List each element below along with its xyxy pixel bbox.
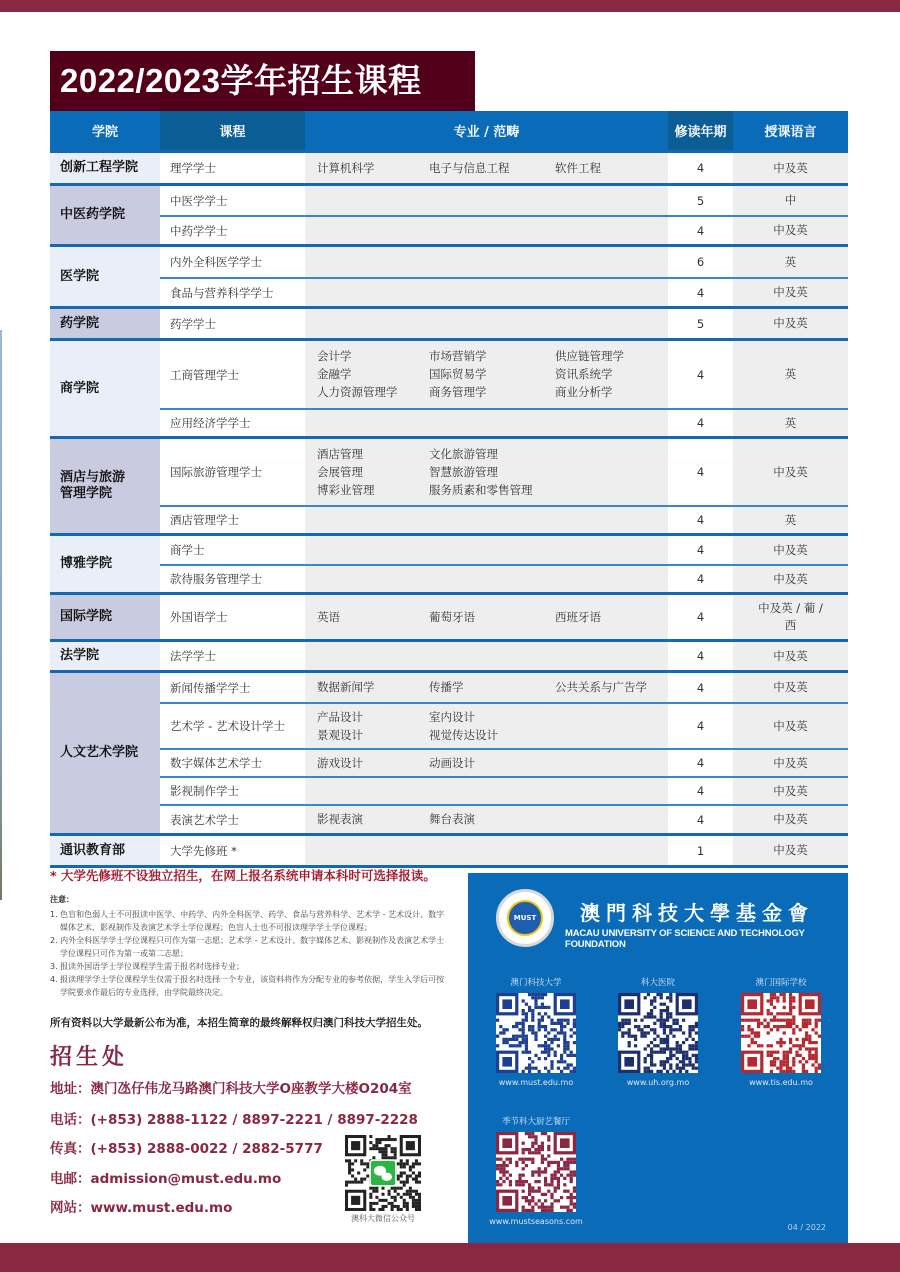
top-decorative-bar: [0, 0, 900, 12]
years-value: 4: [668, 507, 733, 533]
majors-cell: [305, 750, 668, 776]
years-value: 5: [668, 186, 733, 215]
language-value: 中及英: [733, 439, 848, 505]
course-name: 大学先修班 *: [160, 836, 305, 865]
table-row: [160, 702, 848, 748]
language-value: 中: [733, 186, 848, 215]
majors-cell: [305, 836, 668, 865]
wechat-qr-code[interactable]: [345, 1135, 421, 1211]
admissions-office-title: 招生处: [50, 1045, 129, 1070]
table-row: [160, 595, 848, 639]
contact-fax: 传真：(+853) 2888-0022 / 2882-5777: [50, 1141, 323, 1157]
major-item: 舞台表演: [429, 812, 475, 826]
language-value: 中及英: [733, 750, 848, 776]
school-group: [50, 833, 848, 868]
major-item: 智慧旅游管理: [429, 464, 498, 479]
language-value: 中及英: [733, 536, 848, 564]
years-value: 4: [668, 439, 733, 505]
majors-cell: [305, 778, 668, 804]
major-item: 博彩业管理: [317, 482, 375, 497]
note-item: 3. 报读外国语学士学位课程学生需于报名时选择专业；: [50, 962, 245, 971]
language-value: 中及英: [733, 642, 848, 670]
table-row: [160, 309, 848, 338]
major-item: 视觉传达设计: [429, 727, 498, 742]
table-row: [160, 673, 848, 702]
wechat-qr-block[interactable]: [345, 1135, 421, 1224]
school-group: [50, 639, 848, 670]
majors-cell: [305, 410, 668, 436]
contact-phone[interactable]: 电话：(+853) 2888-1122 / 8897-2221 / 8897-2228: [50, 1112, 418, 1128]
course-name: 食品与营养科学学士: [160, 279, 305, 306]
majors-cell: [305, 507, 668, 533]
table-body: [50, 150, 848, 868]
qr-seasons-restaurant[interactable]: [486, 1115, 586, 1226]
contact-website[interactable]: 网站：www.must.edu.mo: [50, 1200, 233, 1216]
major-item: 影视表演: [317, 812, 363, 826]
majors-cell: [305, 595, 668, 639]
disclaimer: 所有资料以大学最新公布为准，本招生简章的最终解释权归澳门科技大学招生处。: [50, 1017, 428, 1029]
page-title: 2022/2023学年招生课程: [50, 51, 475, 111]
years-value: 4: [668, 153, 733, 183]
major-item: 西班牙语: [555, 609, 601, 624]
years-value: 4: [668, 595, 733, 639]
table-row: [160, 642, 848, 670]
years-value: 4: [668, 750, 733, 776]
course-name: 新闻传播学学士: [160, 673, 305, 702]
course-name: 艺术学 - 艺术设计学士: [160, 704, 305, 748]
table-row: [160, 748, 848, 776]
majors-cell: [305, 309, 668, 338]
publish-date: 04 / 2022: [787, 1223, 826, 1232]
qr-caption: 澳门科技大学: [510, 978, 562, 988]
major-item: 葡萄牙语: [429, 609, 475, 624]
major-item: 国际贸易学: [429, 367, 487, 381]
major-item: 产品设计: [317, 709, 363, 724]
school-group: [50, 670, 848, 833]
foundation-name-en: MACAU UNIVERSITY OF SCIENCE AND TECHNOLOGY FOUNDATION: [565, 928, 805, 950]
majors-cell: [305, 806, 668, 833]
school-group: [50, 244, 848, 306]
notes-title: 注意：: [50, 895, 74, 904]
major-item: [555, 446, 665, 463]
majors-cell: [305, 186, 668, 215]
major-item: 商务管理学: [429, 385, 487, 399]
note-item: 4. 报读理学学士学位课程学生仅需于报名时选择一个专业，该资料将作为分配专业的参考依据，学生入学后可按学院要求作最后的专业选择，由学院最终决定。: [50, 975, 445, 997]
note-item: 1. 色盲和色弱人士不可报读中医学、中药学、内外全科医学、药学、食品与营养科学、艺术学 - 艺术设计、数字媒体艺术、影视制作及表演艺术学士学位课程；色盲人士也不可报读理学学士学位课程；: [50, 910, 445, 932]
majors-cell: [305, 247, 668, 277]
course-name: 理学学士: [160, 153, 305, 183]
major-item: 传播学: [429, 680, 464, 694]
majors-cell: [305, 673, 668, 702]
qr-code[interactable]: [741, 993, 821, 1073]
major-item: 英语: [317, 609, 340, 624]
course-name: 影视制作学士: [160, 778, 305, 804]
years-value: 4: [668, 341, 733, 408]
foundation-panel: [468, 873, 848, 1243]
language-value: 中及英 / 葡 / 西: [733, 595, 848, 639]
years-value: 4: [668, 806, 733, 833]
table-row: [160, 836, 848, 865]
language-value: 中及英: [733, 153, 848, 183]
school-name: 国际学院: [50, 595, 160, 639]
note-item: 2. 内外全科医学学士学位课程只可作为第一志愿；艺术学 - 艺术设计、数字媒体艺术、影视制作及表演艺术学士学位课程只可作为第一或第二志愿；: [50, 936, 445, 958]
years-value: 4: [668, 410, 733, 436]
majors-cell: [305, 642, 668, 670]
header-language: 授课语言: [733, 111, 848, 150]
major-item: [555, 464, 665, 481]
table-row: [160, 153, 848, 183]
major-item: 市场营销学: [429, 349, 487, 363]
table-row: [160, 505, 848, 533]
years-value: 4: [668, 642, 733, 670]
years-value: 5: [668, 309, 733, 338]
table-row: [160, 776, 848, 804]
course-name: 酒店管理学士: [160, 507, 305, 533]
contact-address: 地址：澳门氹仔伟龙马路澳门科技大学O座教学大楼O204室: [50, 1081, 412, 1097]
major-item: 供应链管理学: [555, 349, 624, 363]
table-row: [160, 408, 848, 436]
major-item: 人力资源管理学: [317, 385, 398, 399]
table-row: [160, 277, 848, 306]
course-name: 国际旅游管理学士: [160, 439, 305, 505]
years-value: 4: [668, 704, 733, 748]
table-header: [50, 111, 848, 150]
major-item: 酒店管理: [317, 446, 363, 461]
school-name: 人文艺术学院: [50, 673, 160, 833]
table-row: [160, 804, 848, 833]
table-row: [160, 186, 848, 215]
years-value: 4: [668, 673, 733, 702]
school-name: 法学院: [50, 642, 160, 670]
qr-code[interactable]: [496, 1132, 576, 1212]
major-item: 电子与信息工程: [429, 160, 510, 175]
school-name: 商学院: [50, 341, 160, 436]
years-value: 4: [668, 217, 733, 244]
qr-url[interactable]: www.uh.org.mo: [626, 1078, 690, 1087]
table-row: [160, 341, 848, 408]
majors-cell: [305, 153, 668, 183]
school-group: [50, 533, 848, 592]
major-item: 景观设计: [317, 727, 363, 742]
language-value: 英: [733, 247, 848, 277]
years-value: 4: [668, 566, 733, 592]
language-value: 中及英: [733, 279, 848, 306]
foundation-logo-icon: MUST: [496, 889, 554, 947]
years-value: 4: [668, 536, 733, 564]
language-value: 中及英: [733, 673, 848, 702]
course-name: 表演艺术学士: [160, 806, 305, 833]
table-row: [160, 215, 848, 244]
major-item: [555, 727, 665, 744]
language-value: 中及英: [733, 217, 848, 244]
course-name: 中医学学士: [160, 186, 305, 215]
majors-cell: [305, 439, 668, 505]
school-group: [50, 306, 848, 338]
language-value: 中及英: [733, 704, 848, 748]
foundation-year-footnote: * 大学先修班不设独立招生，在网上报名系统申请本科时可选择报读。: [50, 868, 436, 883]
notes-section: [50, 893, 450, 999]
language-value: 英: [733, 410, 848, 436]
major-item: 金融学: [317, 367, 352, 381]
header-major: 专业 / 范畴: [305, 111, 668, 150]
language-value: 英: [733, 341, 848, 408]
major-item: 软件工程: [555, 160, 601, 175]
course-name: 款待服务管理学士: [160, 566, 305, 592]
majors-cell: [305, 217, 668, 244]
header-course: 课程: [160, 111, 305, 150]
major-item: 数据新闻学: [317, 680, 375, 694]
school-group: [50, 183, 848, 244]
language-value: 英: [733, 507, 848, 533]
school-group: [50, 338, 848, 436]
qr-url[interactable]: www.mustseasons.com: [489, 1217, 583, 1226]
majors-cell: [305, 566, 668, 592]
course-name: 应用经济学学士: [160, 410, 305, 436]
major-item: [555, 811, 665, 828]
header-years: 修读年期: [668, 111, 733, 150]
qr-url[interactable]: www.must.edu.mo: [498, 1078, 574, 1087]
course-name: 外国语学士: [160, 595, 305, 639]
years-value: 1: [668, 836, 733, 865]
adjacent-page-edge: [0, 330, 2, 900]
course-name: 商学士: [160, 536, 305, 564]
table-row: [160, 536, 848, 564]
school-group: [50, 592, 848, 639]
major-item: [555, 482, 665, 499]
wechat-qr-label: 澳科大微信公众号: [351, 1214, 415, 1223]
language-value: 中及英: [733, 309, 848, 338]
contact-email[interactable]: 电邮：admission@must.edu.mo: [50, 1171, 282, 1187]
major-item: 会展管理: [317, 464, 363, 479]
table-row: [160, 564, 848, 592]
qr-url[interactable]: www.tis.edu.mo: [749, 1078, 813, 1087]
course-name: 药学学士: [160, 309, 305, 338]
qr-international-school[interactable]: [731, 976, 831, 1087]
qr-caption: 科大医院: [640, 978, 675, 988]
qr-caption: 澳门国际学校: [755, 978, 807, 988]
programs-table: [50, 111, 848, 868]
major-item: 公共关系与广告学: [555, 680, 647, 694]
major-item: 室内设计: [429, 709, 475, 724]
qr-caption: 季节科大厨艺餐厅: [501, 1117, 570, 1127]
qr-code[interactable]: [618, 993, 698, 1073]
years-value: 6: [668, 247, 733, 277]
course-name: 数字媒体艺术学士: [160, 750, 305, 776]
table-row: [160, 247, 848, 277]
bottom-decorative-bar: [0, 1243, 900, 1272]
foundation-name-zh: 澳門科技大學基金會: [580, 901, 814, 925]
table-row: [160, 439, 848, 505]
language-value: 中及英: [733, 778, 848, 804]
school-name: 中医药学院: [50, 186, 160, 244]
course-name: 内外全科医学学士: [160, 247, 305, 277]
major-item: 服务质素和零售管理: [429, 482, 533, 497]
major-item: 计算机科学: [317, 160, 375, 175]
course-name: 中药学学士: [160, 217, 305, 244]
language-value: 中及英: [733, 806, 848, 833]
major-item: [555, 709, 665, 726]
course-name: 工商管理学士: [160, 341, 305, 408]
language-value: 中及英: [733, 836, 848, 865]
school-name: 酒店与旅游管理学院: [50, 439, 160, 533]
majors-cell: [305, 279, 668, 306]
major-item: 会计学: [317, 349, 352, 363]
major-item: 商业分析学: [555, 385, 613, 399]
major-item: 游戏设计: [317, 755, 363, 770]
school-name: 通识教育部: [50, 836, 160, 865]
major-item: 资讯系统学: [555, 367, 613, 381]
course-name: 法学学士: [160, 642, 305, 670]
years-value: 4: [668, 279, 733, 306]
qr-hospital[interactable]: [608, 976, 708, 1087]
school-name: 创新工程学院: [50, 153, 160, 183]
school-name: 药学院: [50, 309, 160, 338]
school-group: [50, 150, 848, 183]
majors-cell: [305, 341, 668, 408]
school-name: 医学院: [50, 247, 160, 306]
major-item: 文化旅游管理: [429, 446, 498, 461]
school-group: [50, 436, 848, 533]
qr-must[interactable]: [486, 976, 586, 1087]
major-item: [555, 755, 665, 772]
header-school: 学院: [50, 111, 160, 150]
qr-code[interactable]: [496, 993, 576, 1073]
years-value: 4: [668, 778, 733, 804]
major-item: 动画设计: [429, 755, 475, 770]
majors-cell: [305, 536, 668, 564]
language-value: 中及英: [733, 566, 848, 592]
school-name: 博雅学院: [50, 536, 160, 592]
majors-cell: [305, 704, 668, 748]
